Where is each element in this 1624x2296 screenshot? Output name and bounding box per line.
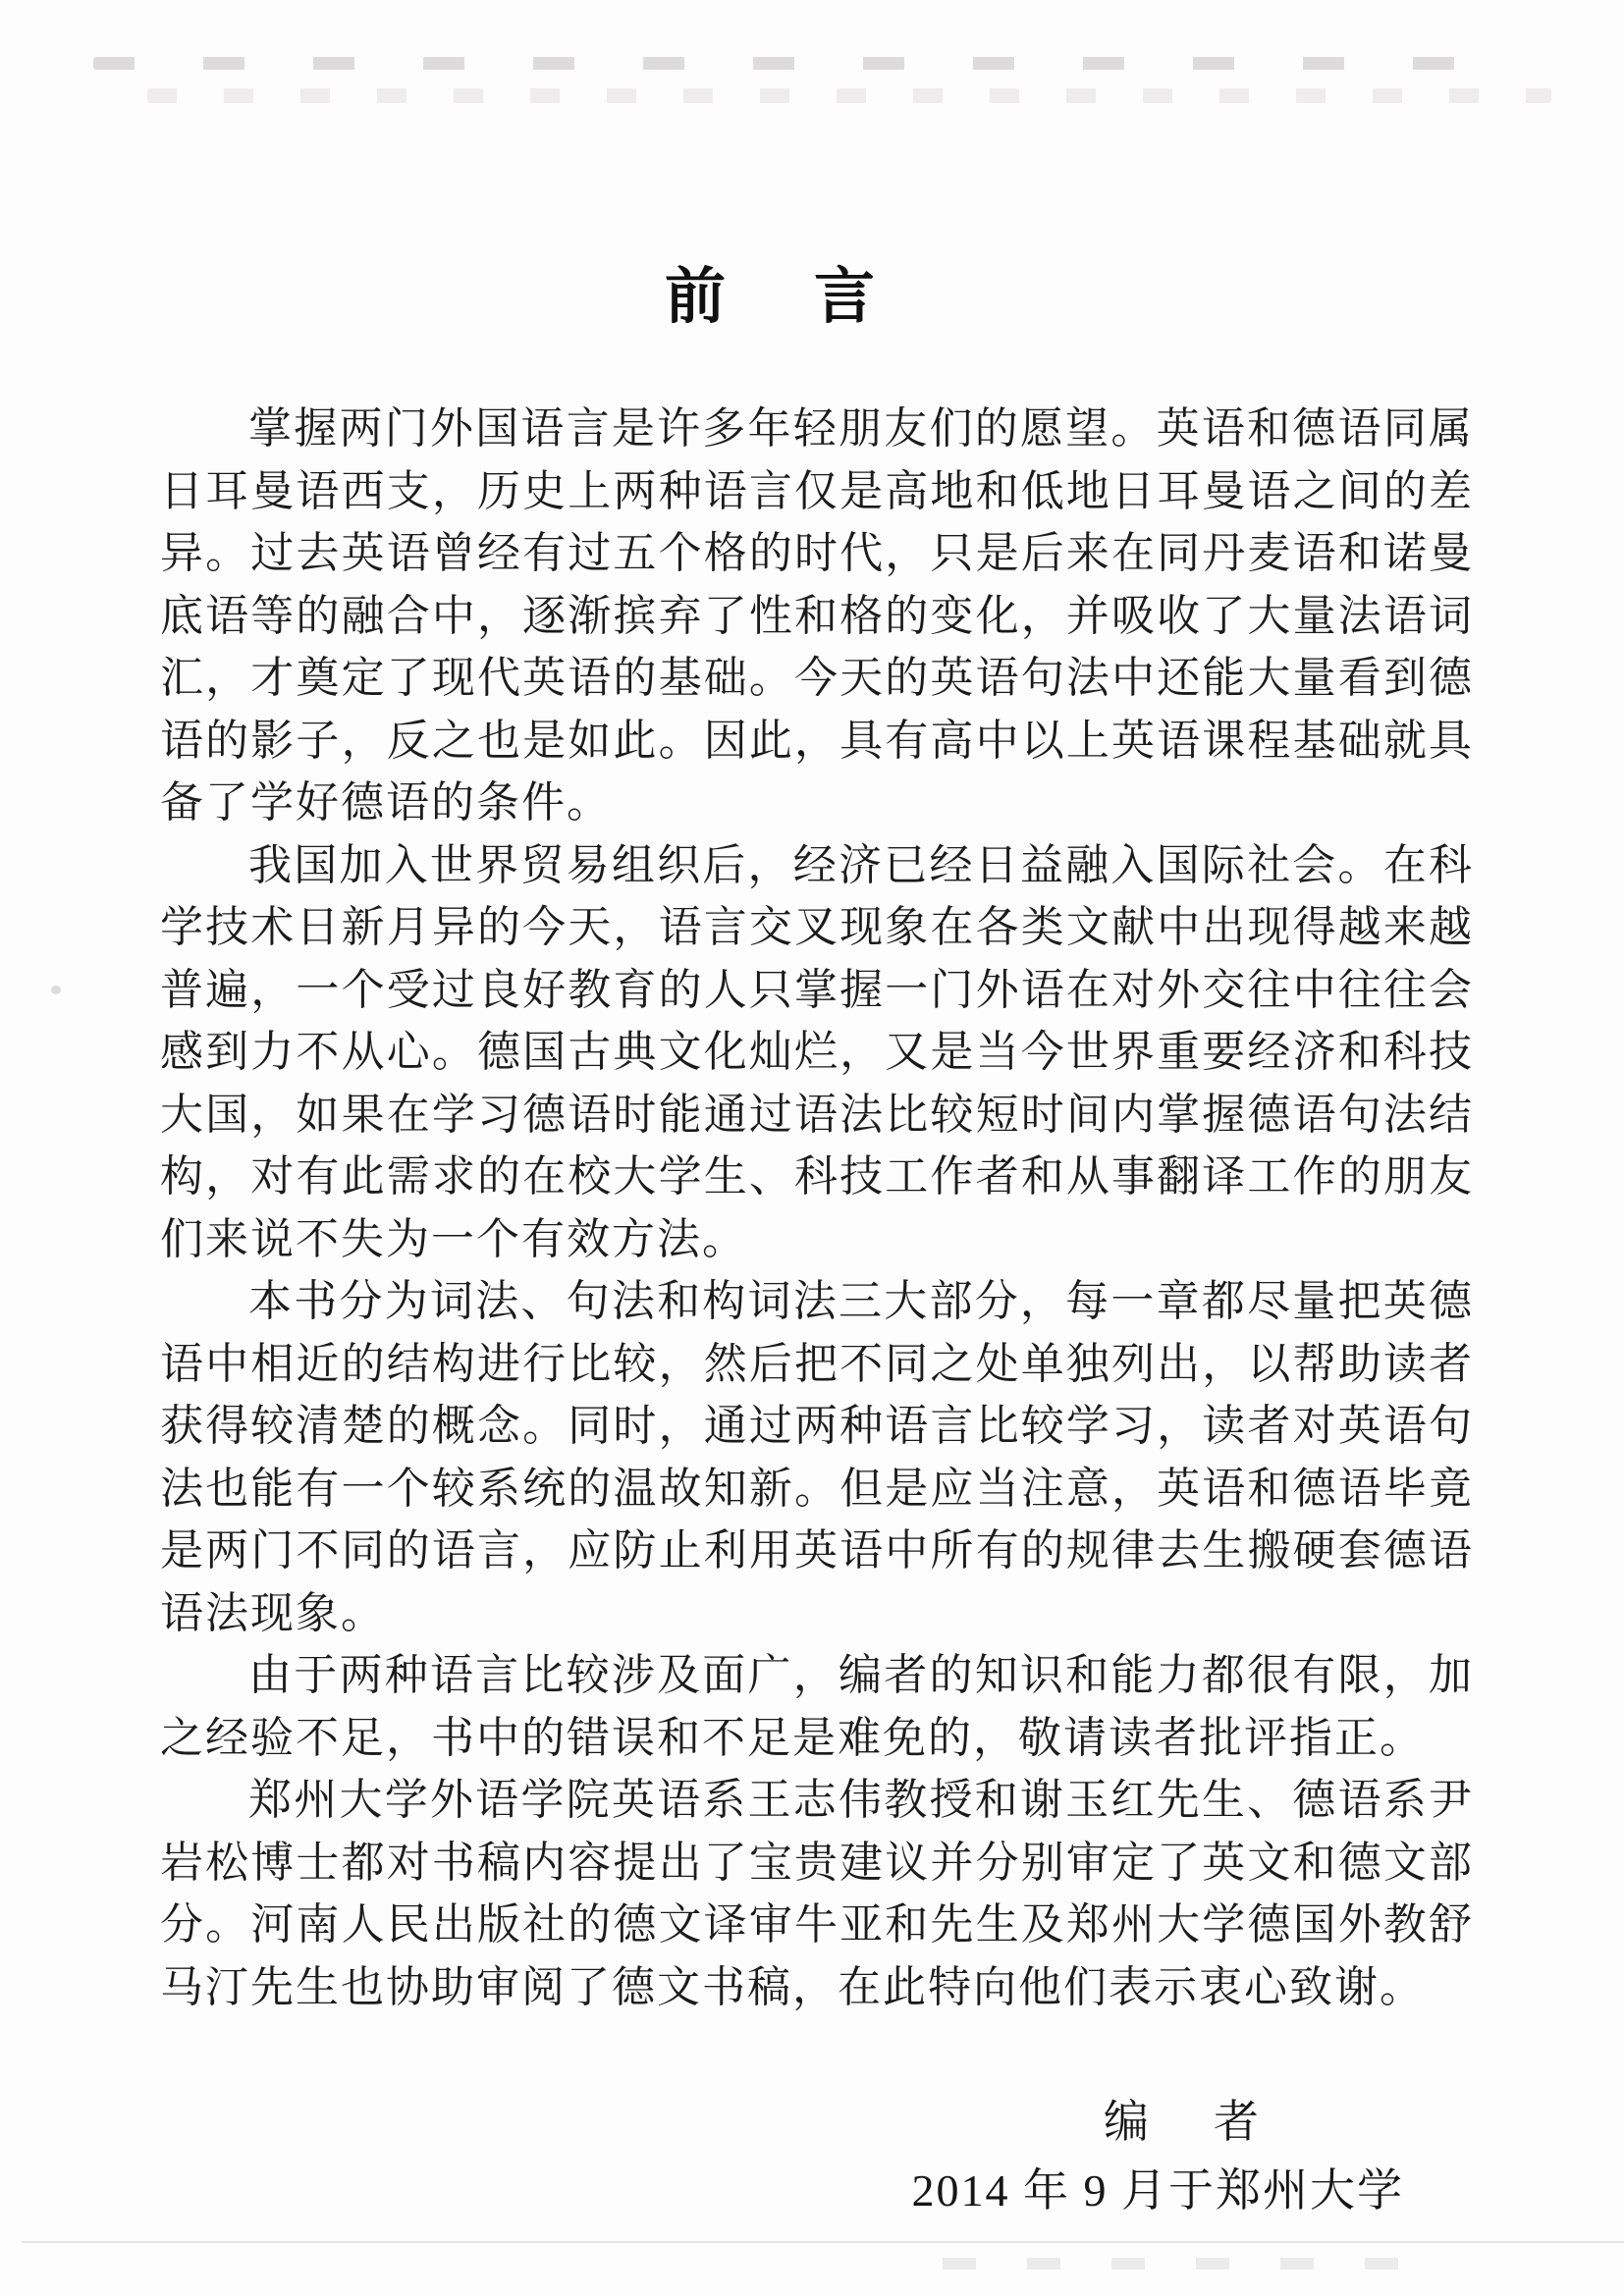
signature-block (912, 2093, 1405, 2220)
text-line: 我国加入世界贸易组织后，经济已经日益融入国际社会。在科 (248, 840, 1474, 889)
text-line: 郑州大学外语学院英语系王志伟教授和谢玉红先生、德语系尹 (248, 1776, 1474, 1824)
text-line: 语中相近的结构进行比较，然后把不同之处单独列出，以帮助读者 (160, 1339, 1474, 1388)
text-line: 构，对有此需求的在校大学生、科技工作者和从事翻译工作的朋友 (160, 1152, 1474, 1201)
text-line: 马汀先生也协助审阅了德文书稿，在此特向他们表示衷心致谢。 (160, 1962, 1425, 2011)
scan-bleed-artifact-top-row-2 (147, 88, 1551, 103)
text-line: 大国，如果在学习德语时能通过语法比较短时间内掌握德语句法结 (160, 1090, 1474, 1139)
text-line: 分。河南人民出版社的德文译审牛亚和先生及郑州大学德国外教舒 (160, 1900, 1474, 1949)
text-line: 底语等的融合中，逐渐摈弃了性和格的变化，并吸收了大量法语词 (160, 591, 1474, 640)
signature-date: 2014 年 9 月于郑州大学 (911, 2165, 1404, 2216)
scan-bleed-artifact-bottom (943, 2258, 1434, 2269)
text-line: 之经验不足，书中的错误和不足是难免的，敬请读者批评指正。 (160, 1713, 1425, 1762)
text-line: 本书分为词法、句法和构词法三大部分，每一章都尽量把英德 (248, 1277, 1474, 1325)
text-line: 语的影子，反之也是如此。因此，具有高中以上英语课程基础就具 (160, 716, 1474, 765)
page-title: 前 言 (664, 263, 889, 331)
text-line: 学技术日新月异的今天，语言交叉现象在各类文献中出现得越来越 (160, 903, 1474, 951)
text-line: 岩松博士都对书稿内容提出了宝贵建议并分别审定了英文和德文部 (160, 1838, 1474, 1887)
scan-speck-artifact (51, 986, 61, 994)
text-line: 由于两种语言比较涉及面广，编者的知识和能力都很有限，加 (248, 1651, 1474, 1699)
signature-author: 编 者 (1104, 2097, 1269, 2147)
scan-bleed-artifact-top-row-1 (93, 57, 1488, 70)
text-line: 语法现象。 (160, 1588, 386, 1637)
text-line: 们来说不失为一个有效方法。 (160, 1214, 747, 1263)
text-line: 日耳曼语西支，历史上两种语言仅是高地和低地日耳曼语之间的差 (160, 466, 1474, 515)
text-line: 普遍，一个受过良好教育的人只掌握一门外语在对外交往中往往会 (160, 965, 1474, 1014)
text-line: 备了学好德语的条件。 (160, 778, 612, 827)
scan-edge-line-artifact (22, 2241, 1624, 2243)
preface-body (160, 398, 1474, 2018)
text-line: 获得较清楚的概念。同时，通过两种语言比较学习，读者对英语句 (160, 1402, 1474, 1450)
text-line: 法也能有一个较系统的温故知新。但是应当注意，英语和德语毕竟 (160, 1464, 1474, 1513)
text-line: 掌握两门外国语言是许多年轻朋友们的愿望。英语和德语同属 (248, 404, 1474, 453)
text-line: 汇，才奠定了现代英语的基础。今天的英语句法中还能大量看到德 (160, 654, 1474, 702)
text-line: 感到力不从心。德国古典文化灿烂，又是当今世界重要经济和科技 (160, 1028, 1474, 1076)
text-line: 异。过去英语曾经有过五个格的时代，只是后来在同丹麦语和诺曼 (160, 529, 1474, 577)
text-line: 是两门不同的语言，应防止利用英语中所有的规律去生搬硬套德语 (160, 1526, 1474, 1575)
